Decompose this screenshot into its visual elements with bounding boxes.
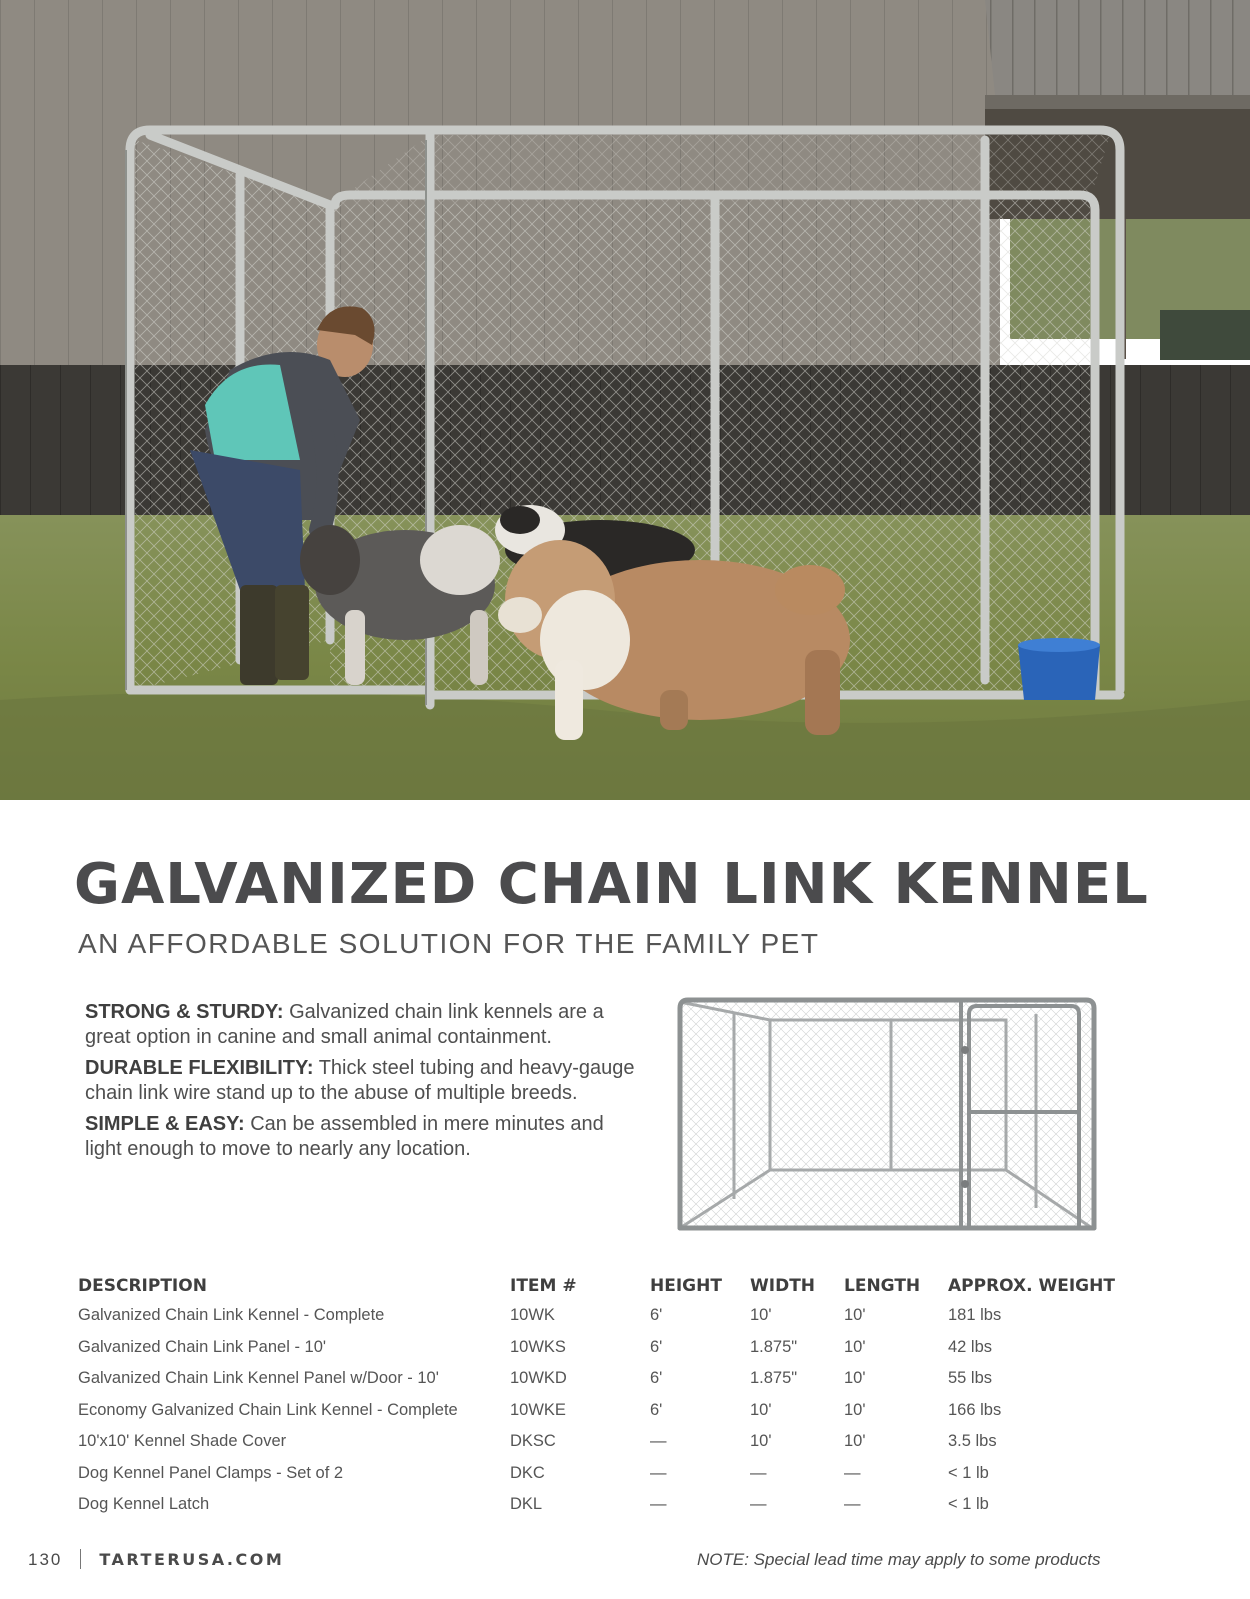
cell-item: 10WKE <box>510 1400 566 1419</box>
cell-length: 10' <box>844 1369 866 1388</box>
feature-list <box>85 1000 645 1168</box>
page-number: 130 <box>28 1550 63 1569</box>
table-row <box>78 1426 1138 1458</box>
feature-text: Thick steel tubing and heavy-gauge chain link wire stand up to the abuse of multiple breeds. <box>85 1057 635 1104</box>
cell-height: — <box>650 1432 667 1451</box>
table-row <box>78 1458 1138 1490</box>
cell-length: 10' <box>844 1306 866 1325</box>
cell-description: Dog Kennel Panel Clamps - Set of 2 <box>78 1463 344 1482</box>
cell-length: — <box>844 1495 861 1514</box>
cell-weight: < 1 lb <box>948 1463 989 1482</box>
cell-item: 10WKS <box>510 1337 566 1356</box>
page-title: GALVANIZED CHAIN LINK KENNEL <box>74 852 1149 917</box>
cell-item: DKC <box>510 1463 545 1482</box>
cell-item: DKL <box>510 1495 543 1514</box>
cell-width: — <box>750 1495 767 1514</box>
feature-label: DURABLE FLEXIBILITY: <box>85 1057 314 1079</box>
table-row <box>78 1489 1138 1521</box>
cell-height: 6' <box>650 1400 663 1419</box>
table-row <box>78 1300 1138 1332</box>
cell-weight: 3.5 lbs <box>948 1432 997 1451</box>
feature-strong-sturdy <box>85 1000 645 1050</box>
cell-length: 10' <box>844 1400 866 1419</box>
cell-description: Galvanized Chain Link Kennel Panel w/Door - 10' <box>78 1369 439 1388</box>
page-subtitle: AN AFFORDABLE SOLUTION FOR THE FAMILY PET <box>78 928 820 959</box>
cell-description: 10'x10' Kennel Shade Cover <box>78 1432 287 1451</box>
feature-text: Galvanized chain link kennels are a great option in canine and small animal containment. <box>85 1001 604 1048</box>
feature-label: SIMPLE & EASY: <box>85 1113 245 1135</box>
table-header-row <box>78 1272 1138 1300</box>
cell-item: 10WKD <box>510 1369 567 1388</box>
column-header-description: DESCRIPTION <box>78 1276 207 1296</box>
footer-divider <box>80 1549 81 1569</box>
cell-height: 6' <box>650 1337 663 1356</box>
website-link[interactable]: TARTERUSA.COM <box>99 1550 285 1569</box>
cell-description: Dog Kennel Latch <box>78 1495 210 1514</box>
spec-table <box>78 1272 1138 1521</box>
feature-label: STRONG & STURDY: <box>85 1001 284 1023</box>
footer-left <box>28 1549 284 1570</box>
cell-height: — <box>650 1495 667 1514</box>
cell-height: — <box>650 1463 667 1482</box>
column-header-length: LENGTH <box>844 1276 921 1296</box>
cell-length: 10' <box>844 1432 866 1451</box>
kennel-illustration <box>676 994 1101 1236</box>
column-header-height: HEIGHT <box>650 1276 722 1296</box>
cell-height: 6' <box>650 1369 663 1388</box>
table-row <box>78 1332 1138 1364</box>
feature-text: Can be assembled in mere minutes and light enough to move to nearly any location. <box>85 1113 604 1160</box>
cell-description: Galvanized Chain Link Kennel - Complete <box>78 1306 385 1325</box>
column-header-weight: APPROX. WEIGHT <box>948 1276 1115 1296</box>
cell-length: 10' <box>844 1337 866 1356</box>
table-row <box>78 1363 1138 1395</box>
cell-height: 6' <box>650 1306 663 1325</box>
cell-width: 10' <box>750 1400 772 1419</box>
cell-width: 10' <box>750 1432 772 1451</box>
column-header-width: WIDTH <box>750 1276 816 1296</box>
cell-width: 10' <box>750 1306 772 1325</box>
table-row <box>78 1395 1138 1427</box>
cell-weight: 181 lbs <box>948 1306 1002 1325</box>
kennel-product-image <box>676 994 1101 1236</box>
cell-item: 10WK <box>510 1306 555 1325</box>
cell-width: — <box>750 1463 767 1482</box>
cell-length: — <box>844 1463 861 1482</box>
cell-weight: < 1 lb <box>948 1495 989 1514</box>
cell-weight: 166 lbs <box>948 1400 1002 1419</box>
cell-description: Galvanized Chain Link Panel - 10' <box>78 1337 327 1356</box>
feature-simple-easy <box>85 1112 645 1162</box>
cell-width: 1.875" <box>750 1369 798 1388</box>
cell-weight: 55 lbs <box>948 1369 993 1388</box>
feature-durable-flexibility <box>85 1056 645 1106</box>
lead-time-note: NOTE: Special lead time may apply to some products <box>697 1550 1101 1569</box>
cell-weight: 42 lbs <box>948 1337 993 1356</box>
cell-description: Economy Galvanized Chain Link Kennel - Complete <box>78 1400 458 1419</box>
cell-width: 1.875" <box>750 1337 798 1356</box>
column-header-item: ITEM # <box>510 1276 577 1296</box>
cell-item: DKSC <box>510 1432 556 1451</box>
